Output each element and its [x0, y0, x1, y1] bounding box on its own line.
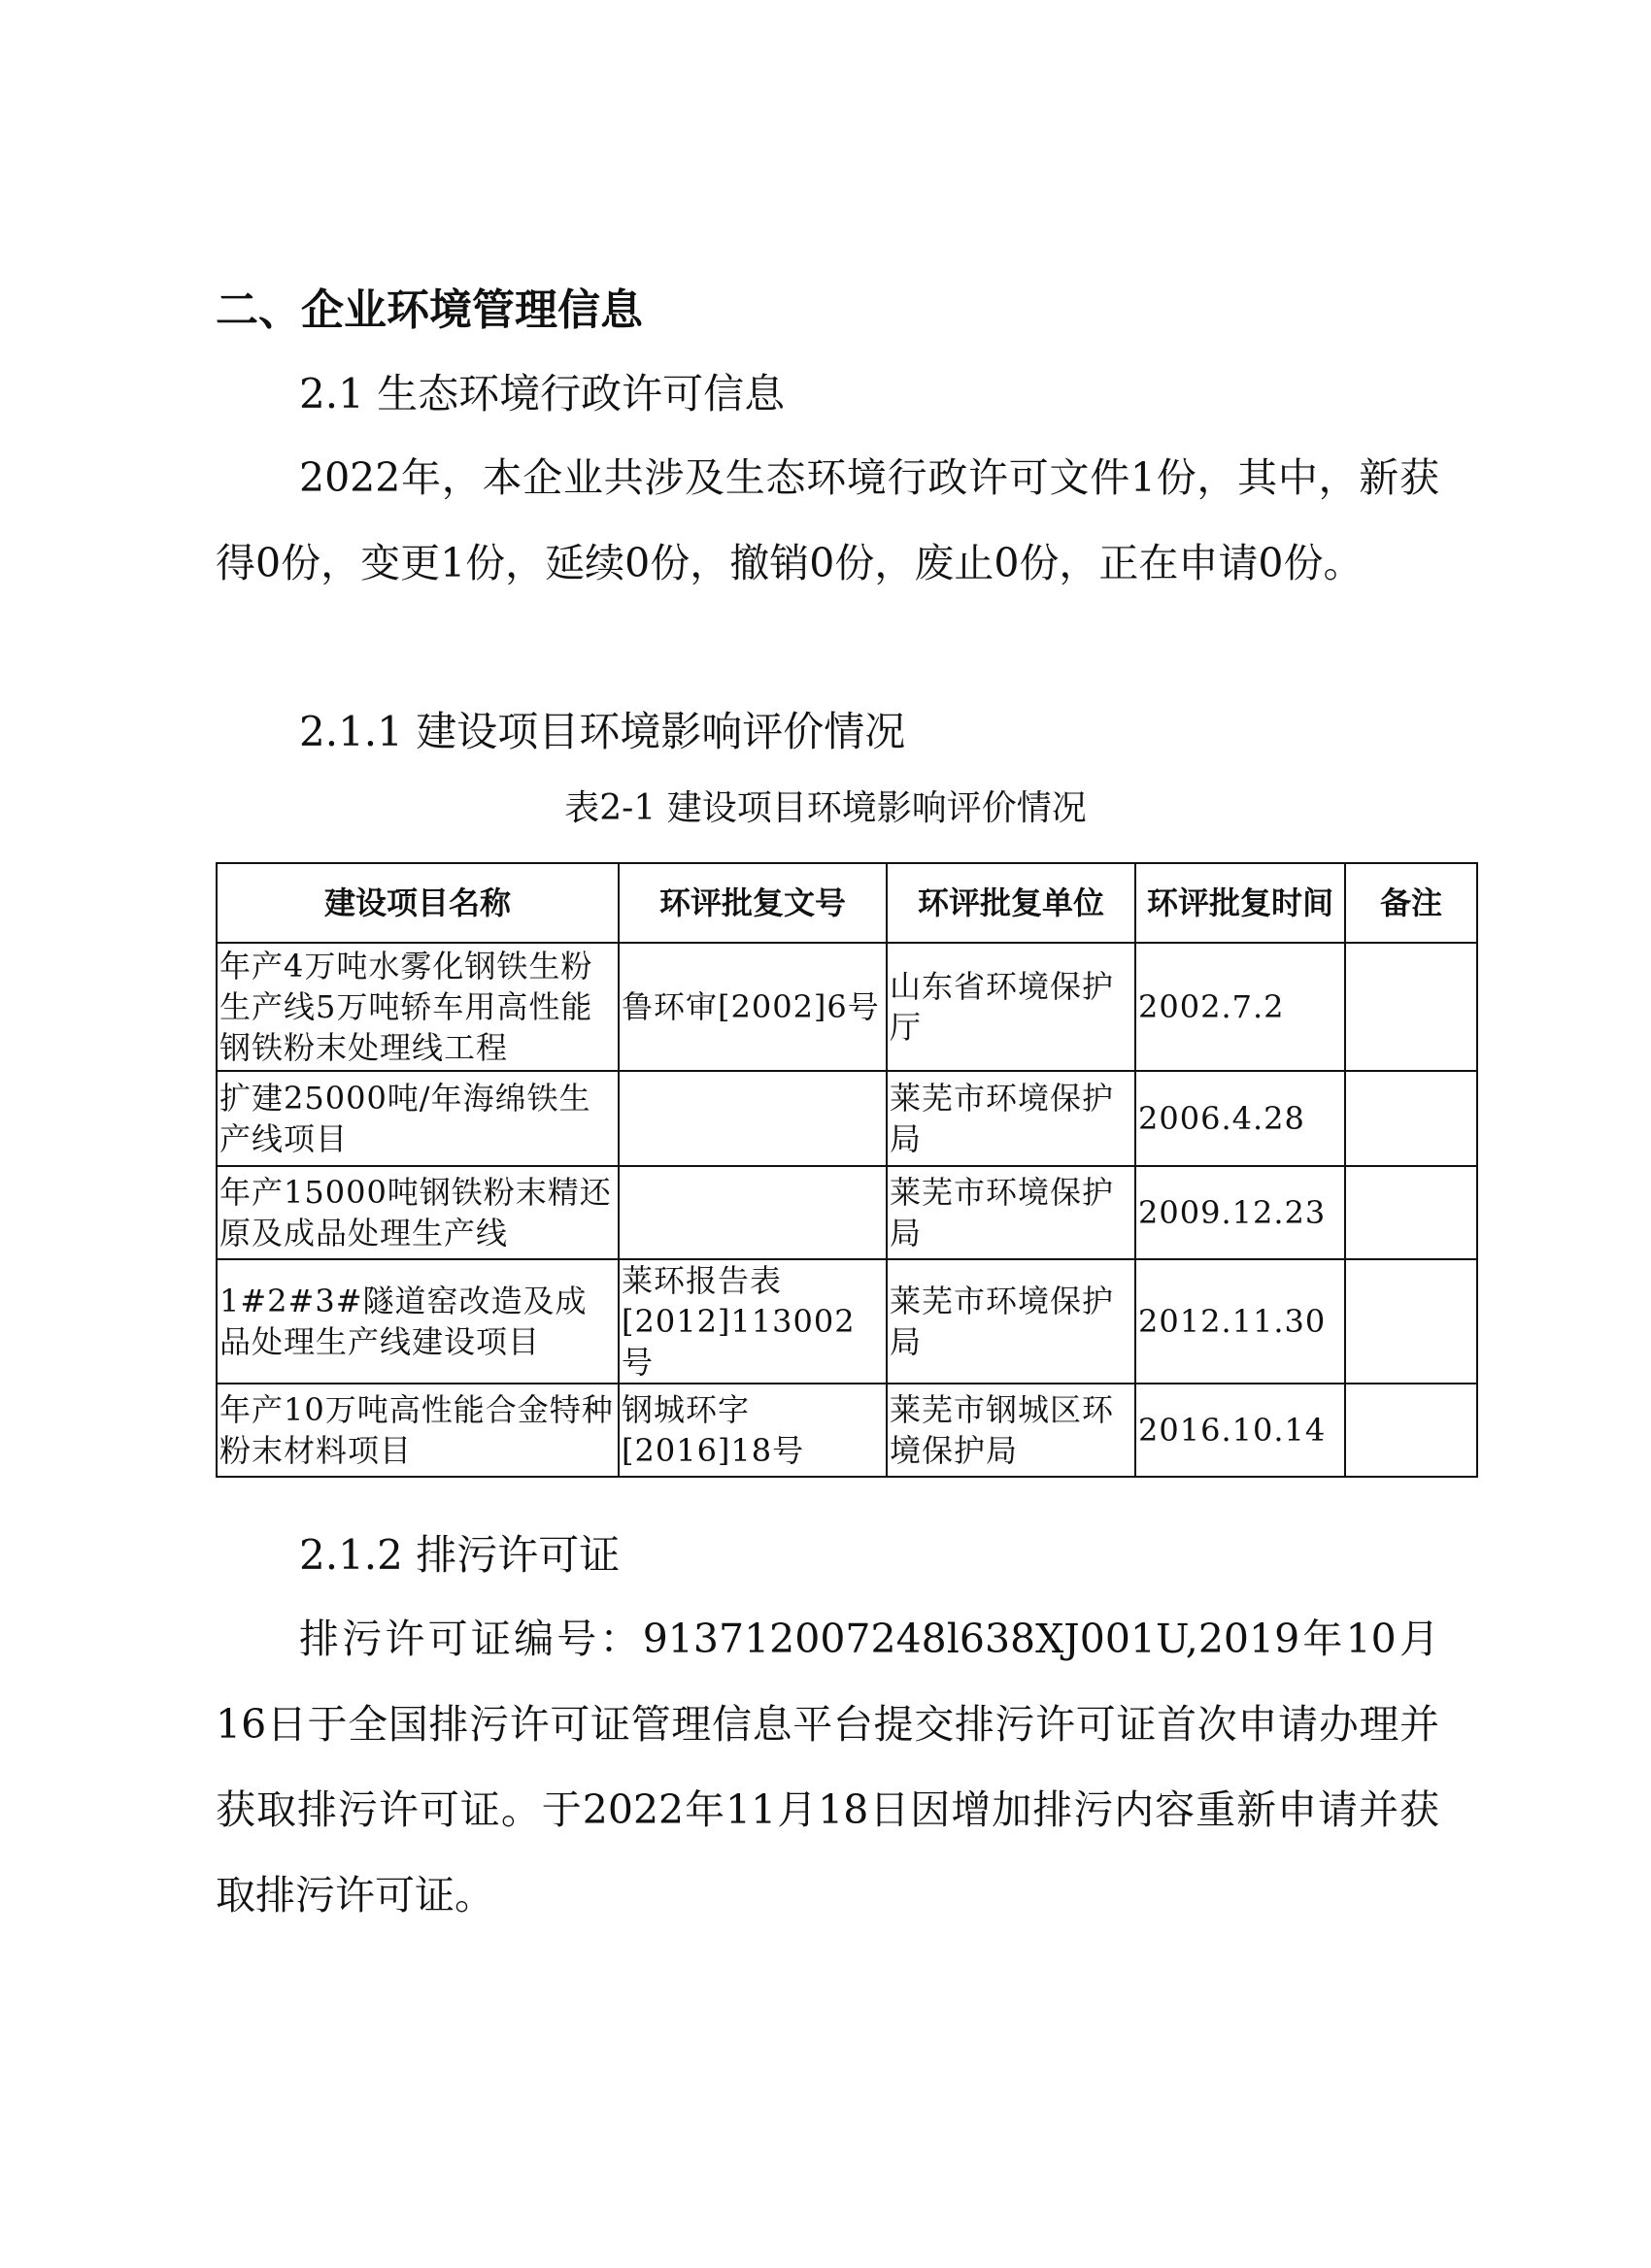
cell-approval-unit: 莱芜市环境保护局 [887, 1071, 1135, 1166]
subsection-heading-2-1-2: 2.1.2 排污许可证 [299, 1531, 621, 1579]
paragraph-discharge-permit: 排污许可证编号：913712007248l638XJ001U,2019年10月16日于全国排污许可证管理信息平台提交排污许可证首次申请办理并获取排污许可证。于2022年11月18日因增加排污内容重新申请并获取排污许可证。 [216, 1616, 1439, 1918]
cell-remarks [1345, 1166, 1477, 1259]
cell-project-name: 1#2#3#隧道窑改造及成品处理生产线建设项目 [217, 1259, 619, 1384]
cell-remarks [1345, 1259, 1477, 1384]
table-header-row [217, 863, 1477, 943]
cell-approval-date: 2016.10.14 [1135, 1384, 1345, 1477]
cell-approval-unit: 莱芜市环境保护局 [887, 1166, 1135, 1259]
cell-approval-date: 2012.11.30 [1135, 1259, 1345, 1384]
table-row [217, 1259, 1477, 1384]
paragraph-permit-summary: 2022年，本企业共涉及生态环境行政许可文件1份，其中，新获得0份，变更1份，延续0份，撤销0份，废止0份，正在申请0份。 [216, 454, 1439, 586]
cell-project-name: 年产10万吨高性能合金特种粉末材料项目 [217, 1384, 619, 1477]
table-row [217, 943, 1477, 1071]
table-row [217, 1166, 1477, 1259]
subsection-heading-2-1: 2.1 生态环境行政许可信息 [299, 370, 786, 417]
header-project-name: 建设项目名称 [217, 863, 619, 943]
eia-table [216, 862, 1478, 1478]
header-approval-number: 环评批复文号 [619, 863, 887, 943]
subsection-heading-2-1-1: 2.1.1 建设项目环境影响评价情况 [299, 708, 906, 755]
cell-remarks [1345, 943, 1477, 1071]
cell-approval-number [619, 1071, 887, 1166]
table-row [217, 1071, 1477, 1166]
cell-approval-date: 2002.7.2 [1135, 943, 1345, 1071]
table-row [217, 1384, 1477, 1477]
header-approval-unit: 环评批复单位 [887, 863, 1135, 943]
cell-approval-date: 2006.4.28 [1135, 1071, 1345, 1166]
cell-approval-unit: 山东省环境保护厅 [887, 943, 1135, 1071]
cell-approval-number: 莱环报告表[2012]113002号 [619, 1259, 887, 1384]
section-heading: 二、企业环境管理信息 [216, 285, 643, 335]
cell-remarks [1345, 1071, 1477, 1166]
cell-project-name: 年产4万吨水雾化钢铁生粉生产线5万吨轿车用高性能钢铁粉末处理线工程 [217, 943, 619, 1071]
cell-project-name: 年产15000吨钢铁粉末精还原及成品处理生产线 [217, 1166, 619, 1259]
cell-approval-number: 钢城环字[2016]18号 [619, 1384, 887, 1477]
header-remarks: 备注 [1345, 863, 1477, 943]
cell-remarks [1345, 1384, 1477, 1477]
table-caption: 表2-1 建设项目环境影响评价情况 [564, 788, 1087, 828]
cell-approval-number: 鲁环审[2002]6号 [619, 943, 887, 1071]
cell-approval-date: 2009.12.23 [1135, 1166, 1345, 1259]
cell-approval-unit: 莱芜市钢城区环境保护局 [887, 1384, 1135, 1477]
cell-project-name: 扩建25000吨/年海绵铁生产线项目 [217, 1071, 619, 1166]
header-approval-date: 环评批复时间 [1135, 863, 1345, 943]
cell-approval-unit: 莱芜市环境保护局 [887, 1259, 1135, 1384]
cell-approval-number [619, 1166, 887, 1259]
